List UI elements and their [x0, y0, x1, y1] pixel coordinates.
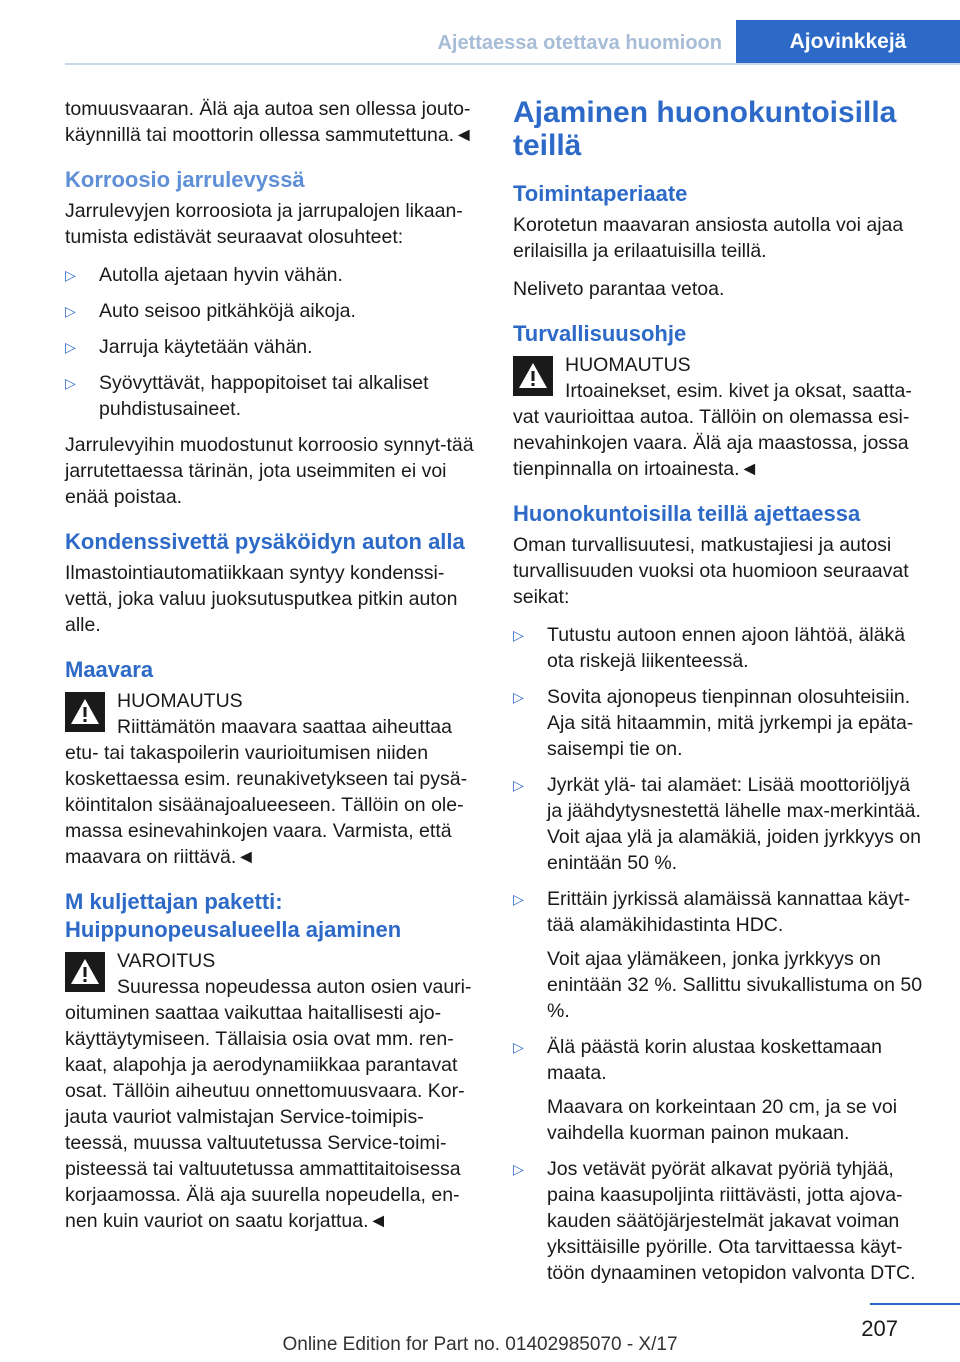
condensate-text: Ilmastointiautomatiikkaan syntyy kondenssi-vettä, joka valuu juoksutusputkea pitkin auton alle.: [65, 562, 458, 636]
list-item: ▷ Syövyttävät, happopitoiset tai alkaliset puhdistusaineet.: [65, 372, 429, 420]
footer-rule: [870, 1303, 960, 1305]
rough-roads-list: [513, 622, 928, 1286]
list-item: ▷ Jarruja käytetään vähän.: [65, 336, 313, 358]
list-item: ▷ Auto seisoo pitkähköjä aikoja.: [65, 300, 356, 322]
list-item: ▷ Erittäin jyrkissä alamäissä kannattaa käyt-tää alamäkihidastinta HDC. Voit ajaa ylämäkeen, jonka jyrkkyys on enintään 32 %. Sallittu sivukallistuma on 50 %.: [513, 888, 923, 1022]
header-section-title: Ajettaessa otettava huomioon: [437, 32, 722, 54]
bullet-icon: ▷: [65, 339, 76, 355]
warning-text: Irtoainekset, esim. kivet ja oksat, saatta-vat vaurioittaa autoa. Tällöin on olemassa esi-nevahinkojen vaara. Älä aja maastossa, jossa tienpinnalla on irtoainesta.◄: [513, 380, 912, 480]
warning-text: Suuressa nopeudessa auton osien vauri-oituminen saattaa vaikuttaa haitallisesti ajo-käyttäytymiseen. Tällaisia osia ovat mm. ren-kaat, alapohja ja aerodynamiikkaa parantavat osat. Tällöin aiheutuu onnettomuusvaara. Kor-jauta vauriot valmistajan Service-toimipis-teessä, muussa valtuutetussa Service-toimi-pisteessä tai valtuutetussa ammattitaitoisessa korjaamossa. Älä aja suurella nopeudella, en-nen kuin vauriot on saatu korjattua.◄: [65, 976, 472, 1232]
warning-triangle-icon: [513, 356, 553, 396]
corrosion-text: Jarrulevyjen korroosiota ja jarrupalojen likaan-tumista edistävät seuraavat olosuhteet:: [65, 200, 463, 248]
list-item: ▷ Sovita ajonopeus tienpinnan olosuhteisiin. Aja sitä hitaammin, mitä jyrkempi ja epätа-saisempi tie on.: [513, 686, 914, 760]
warning-label: VAROITUS: [117, 950, 216, 972]
principle-heading: Toimintaperiaate: [513, 181, 688, 206]
principle-text: Korotetun maavaran ansiosta autolla voi ajaa erilaisilla ja erilaatuisilla teillä.: [513, 214, 904, 262]
corrosion-after-text: Jarrulevyihin muodostunut korroosio synnyt-tää jarrutettaessa tärinän, jota useimmiten ei voi enää poistaa.: [65, 434, 474, 508]
rough-roads-heading: Huonokuntoisilla teillä ajettaessa: [513, 501, 861, 526]
safety-heading: Turvallisuusohje: [513, 321, 687, 346]
list-item: ▷ Tutustu autoon ennen ajoon lähtöä, äläkä ota riskejä liikenteessä.: [513, 624, 906, 672]
safety-warning: [513, 352, 928, 482]
header-chapter-tab: Ajovinkkejä: [736, 20, 960, 65]
left-column: [65, 96, 477, 1244]
right-column: [513, 96, 928, 1296]
clearance-heading: Maavara: [65, 657, 154, 682]
bullet-icon: ▷: [513, 627, 524, 643]
list-item: ▷ Jyrkät ylä- tai alamäet: Lisää moottoriöljyä ja jäähdytysnestettä lähelle max-merkintää. Voit ajaa ylä ja alamäkiä, joiden jyrkkyys on enintään 50 %.: [513, 774, 921, 874]
bullet-icon: ▷: [513, 891, 524, 907]
rough-roads-text: Oman turvallisuutesi, matkustajiesi ja autosi turvallisuuden vuoksi ota huomioon seuraavat seikat:: [513, 534, 909, 608]
page-number: 207: [861, 1316, 898, 1341]
bullet-icon: ▷: [65, 267, 76, 283]
header-rule: [65, 63, 960, 65]
bullet-icon: ▷: [65, 375, 76, 391]
corrosion-list: [65, 262, 477, 422]
warning-label: HUOMAUTUS: [117, 690, 243, 712]
bullet-icon: ▷: [513, 1039, 524, 1055]
condensate-heading: Kondenssivettä pysäköidyn auton alla: [65, 529, 465, 554]
main-title: Ajaminen huonokuntoisilla teillä: [513, 96, 897, 162]
principle-text: Neliveto parantaa vetoa.: [513, 278, 725, 300]
warning-text: Riittämätön maavara saattaa aiheuttaa etu- tai takaspoilerin vaurioitumisen niiden koskettaessa esim. reunakivetykseen tai pysä-köintitalon sisäänajoalueeseen. Tällöin on ole-massa esinevahinkojen vaara. Varmista, että maavara on riittävä.◄: [65, 716, 468, 868]
mdriver-warning: [65, 948, 477, 1234]
footer-edition: Online Edition for Part no. 01402985070 - X/17: [282, 1334, 678, 1355]
list-item: ▷ Älä päästä korin alustaa koskettamaan maata. Maavara on korkeintaan 20 cm, ja se voi vaihdella kuorman painon mukaan.: [513, 1036, 898, 1144]
bullet-icon: ▷: [513, 689, 524, 705]
bullet-icon: ▷: [65, 303, 76, 319]
corrosion-heading: Korroosio jarrulevyssä: [65, 167, 305, 192]
list-item: ▷ Jos vetävät pyörät alkavat pyöriä tyhjää, paina kaasupoljinta riittävästi, jotta ajova-kauden säätöjärjestelmät jakavat voiman yksittäisille pyörille. Ota tarvittaessa käyt-töön dynaaminen vetopidon valvonta DTC.: [513, 1158, 916, 1284]
bullet-icon: ▷: [513, 777, 524, 793]
clearance-warning: [65, 688, 477, 870]
warning-triangle-icon: [65, 692, 105, 732]
mdriver-heading: M kuljettajan paketti: Huippunopeusalueella ajaminen: [65, 889, 402, 942]
intro-paragraph: tomuusvaaran. Älä aja autoa sen ollessa jouto-käynnillä tai moottorin ollessa sammutettuna.◄: [65, 98, 474, 146]
list-item: ▷ Autolla ajetaan hyvin vähän.: [65, 264, 343, 286]
warning-label: HUOMAUTUS: [565, 354, 691, 376]
bullet-icon: ▷: [513, 1161, 524, 1177]
warning-triangle-icon: [65, 952, 105, 992]
